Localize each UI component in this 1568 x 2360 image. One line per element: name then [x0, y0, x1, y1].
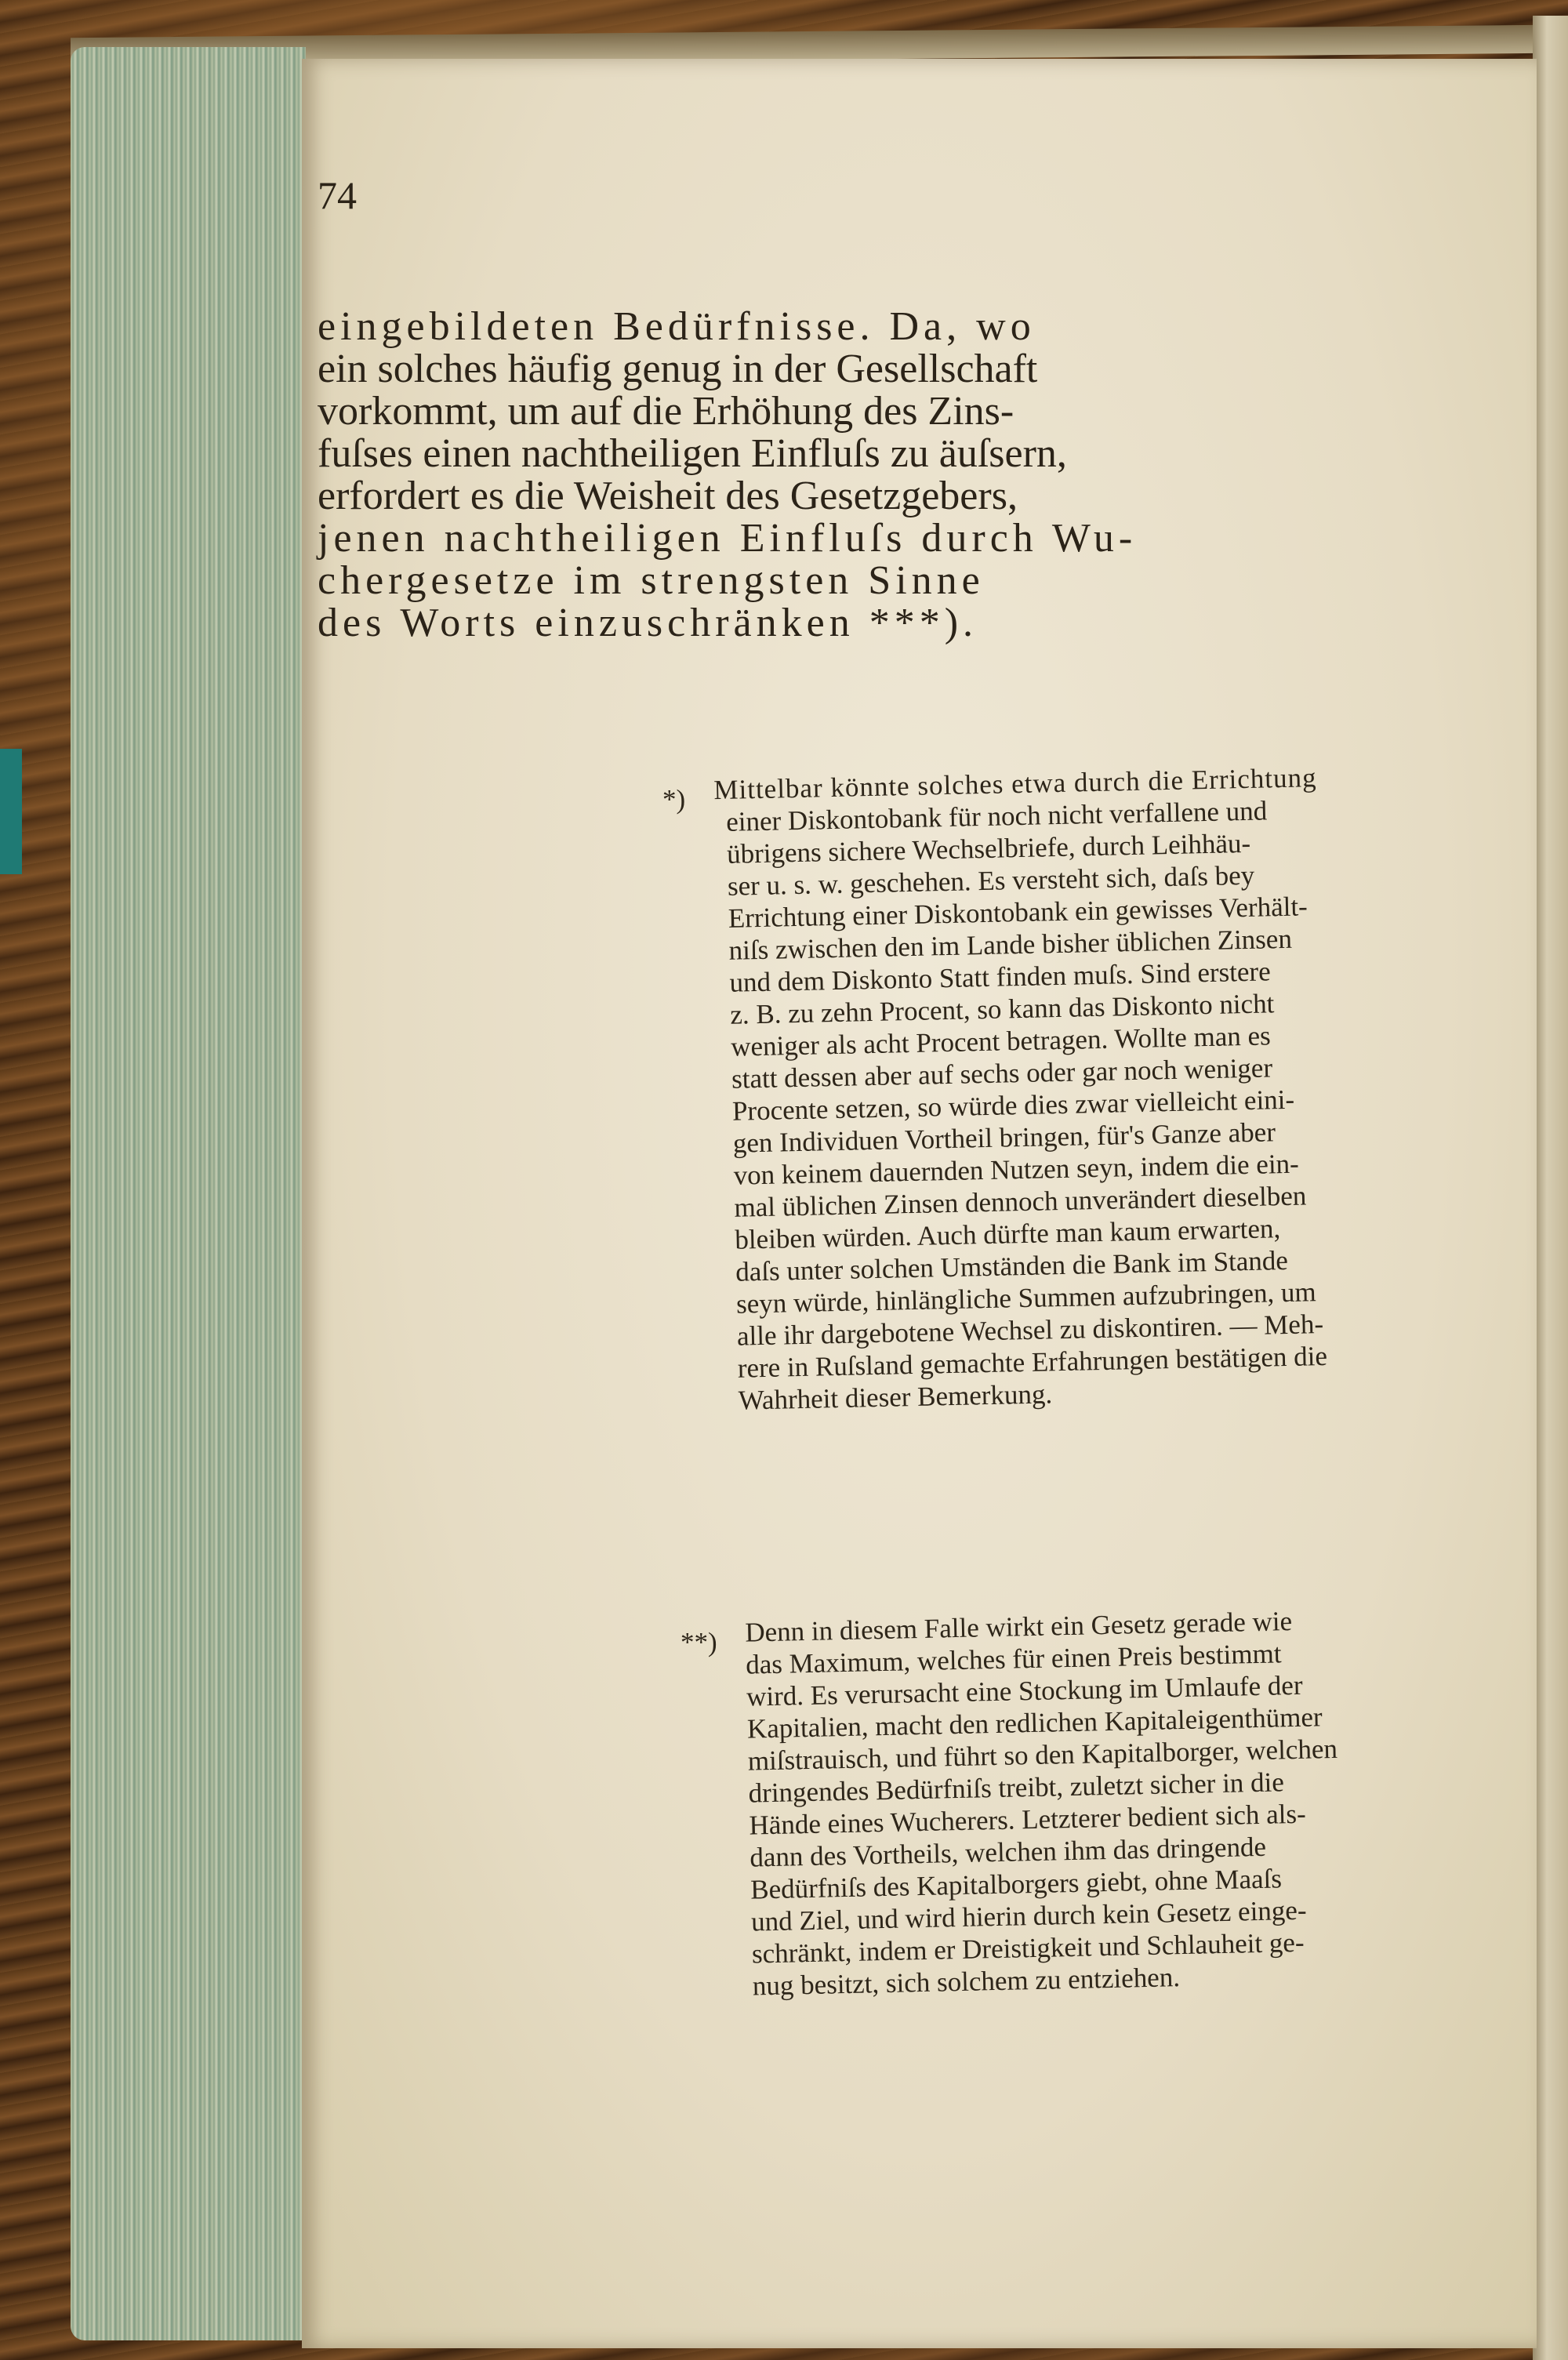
footnote-line: daſs unter solchen Umständen die Bank im Stande — [735, 1244, 1289, 1287]
footnote2-marker: **) — [681, 1627, 717, 1657]
footnote-line: bleiben würden. Auch dürfte man kaum erwarten, — [735, 1213, 1281, 1255]
footnote-line: und Ziel, und wird hierin durch kein Gesetz einge- — [750, 1894, 1307, 1937]
main-line: erfordert es die Weisheit des Gesetzgebers, — [318, 474, 1018, 518]
main-line: ein solches häufig genug in der Gesellschaft — [318, 347, 1038, 391]
footnote-2 — [619, 1603, 1411, 2005]
main-paragraph — [318, 306, 1494, 644]
page-edges — [71, 47, 306, 2340]
page-number: 74 — [318, 173, 357, 217]
facing-page-edge — [1533, 16, 1568, 2360]
main-line: fuſses einen nachtheiligen Einfluſs zu äuſsern, — [318, 431, 1067, 476]
footnote-line: seyn würde, hinlängliche Summen aufzubringen, um — [735, 1276, 1317, 1320]
footnote-line: miſstrauisch, und führt so den Kapitalborger, welchen — [747, 1733, 1338, 1777]
footnote-line: einer Diskontobank für noch nicht verfallene und — [725, 795, 1268, 837]
footnote-line: Mittelbar könnte solches etwa durch die Errichtung — [713, 762, 1317, 806]
footnote-line: wird. Es verursacht eine Stockung im Umlaufe der — [746, 1669, 1303, 1712]
footnote-line: Wahrheit dieser Bemerkung. — [738, 1378, 1053, 1416]
footnote-line: schränkt, indem er Dreistigkeit und Schlauheit ge- — [751, 1926, 1305, 1970]
footnote-line: nug besitzt, sich solchem zu entziehen. — [752, 1962, 1181, 2002]
footnote-line: rere in Ruſsland gemachte Erfahrungen bestätigen die — [737, 1340, 1328, 1384]
footnote-line: weniger als acht Procent betragen. Wollte man es — [730, 1020, 1272, 1062]
footnote-line: dann des Vortheils, welchen ihm das dringende — [749, 1831, 1267, 1873]
main-line: chergesetze im strengsten Sinne — [318, 558, 985, 603]
footnote-line: statt dessen aber auf sechs oder gar noch weniger — [731, 1052, 1273, 1095]
footnote-line: Kapitalien, macht den redlichen Kapitaleigenthümer — [746, 1701, 1323, 1745]
cover-tab — [0, 749, 22, 874]
footnote-line: gen Individuen Vortheil bringen, für's Ganze aber — [732, 1116, 1276, 1159]
footnote-line: z. B. zu zehn Procent, so kann das Diskonto nicht — [729, 988, 1275, 1030]
footnote-line: Procente setzen, so würde dies zwar vielleicht eini- — [731, 1084, 1295, 1127]
footnote-line: niſs zwischen den im Lande bisher üblichen Zinsen — [728, 923, 1293, 966]
footnote-line: Bedürfniſs des Kapitalborgers giebt, ohne Maaſs — [750, 1863, 1283, 1905]
footnote1-marker: *) — [662, 784, 686, 815]
footnote-line: ser u. s. w. geschehen. Es versteht sich, daſs bey — [727, 859, 1255, 902]
footnote-line: alle ihr dargebotene Wechsel zu diskontiren. — Meh- — [736, 1309, 1324, 1352]
footnote-line: von keinem dauernden Nutzen seyn, indem die ein- — [733, 1148, 1300, 1191]
footnote-line: Hände eines Wucherers. Letzterer bedient sich als- — [749, 1798, 1307, 1841]
footnote-line: das Maximum, welches für einen Preis bestimmt — [745, 1638, 1282, 1680]
footnote-line: übrigens sichere Wechselbriefe, durch Leihhäu- — [726, 827, 1251, 870]
footnote-line: und dem Diskonto Statt finden muſs. Sind erstere — [729, 956, 1272, 998]
main-line: eingebildeten Bedürfnisse. Da, wo — [318, 304, 1036, 349]
footnote-1 — [608, 760, 1405, 1419]
footnote-line: dringendes Bedürfniſs treibt, zuletzt sicher in die — [748, 1766, 1285, 1809]
main-line: vorkommt, um auf die Erhöhung des Zins- — [318, 389, 1014, 434]
footnote-line: Denn in diesem Falle wirkt ein Gesetz gerade wie — [744, 1606, 1293, 1648]
main-line: jenen nachtheiligen Einfluſs durch Wu- — [318, 516, 1138, 561]
footnote-line: mal üblichen Zinsen dennoch unverändert dieselben — [734, 1180, 1307, 1223]
footnote-line: Errichtung einer Diskontobank ein gewisses Verhält- — [728, 891, 1308, 934]
main-line: des Worts einzuschränken ***). — [318, 601, 978, 645]
